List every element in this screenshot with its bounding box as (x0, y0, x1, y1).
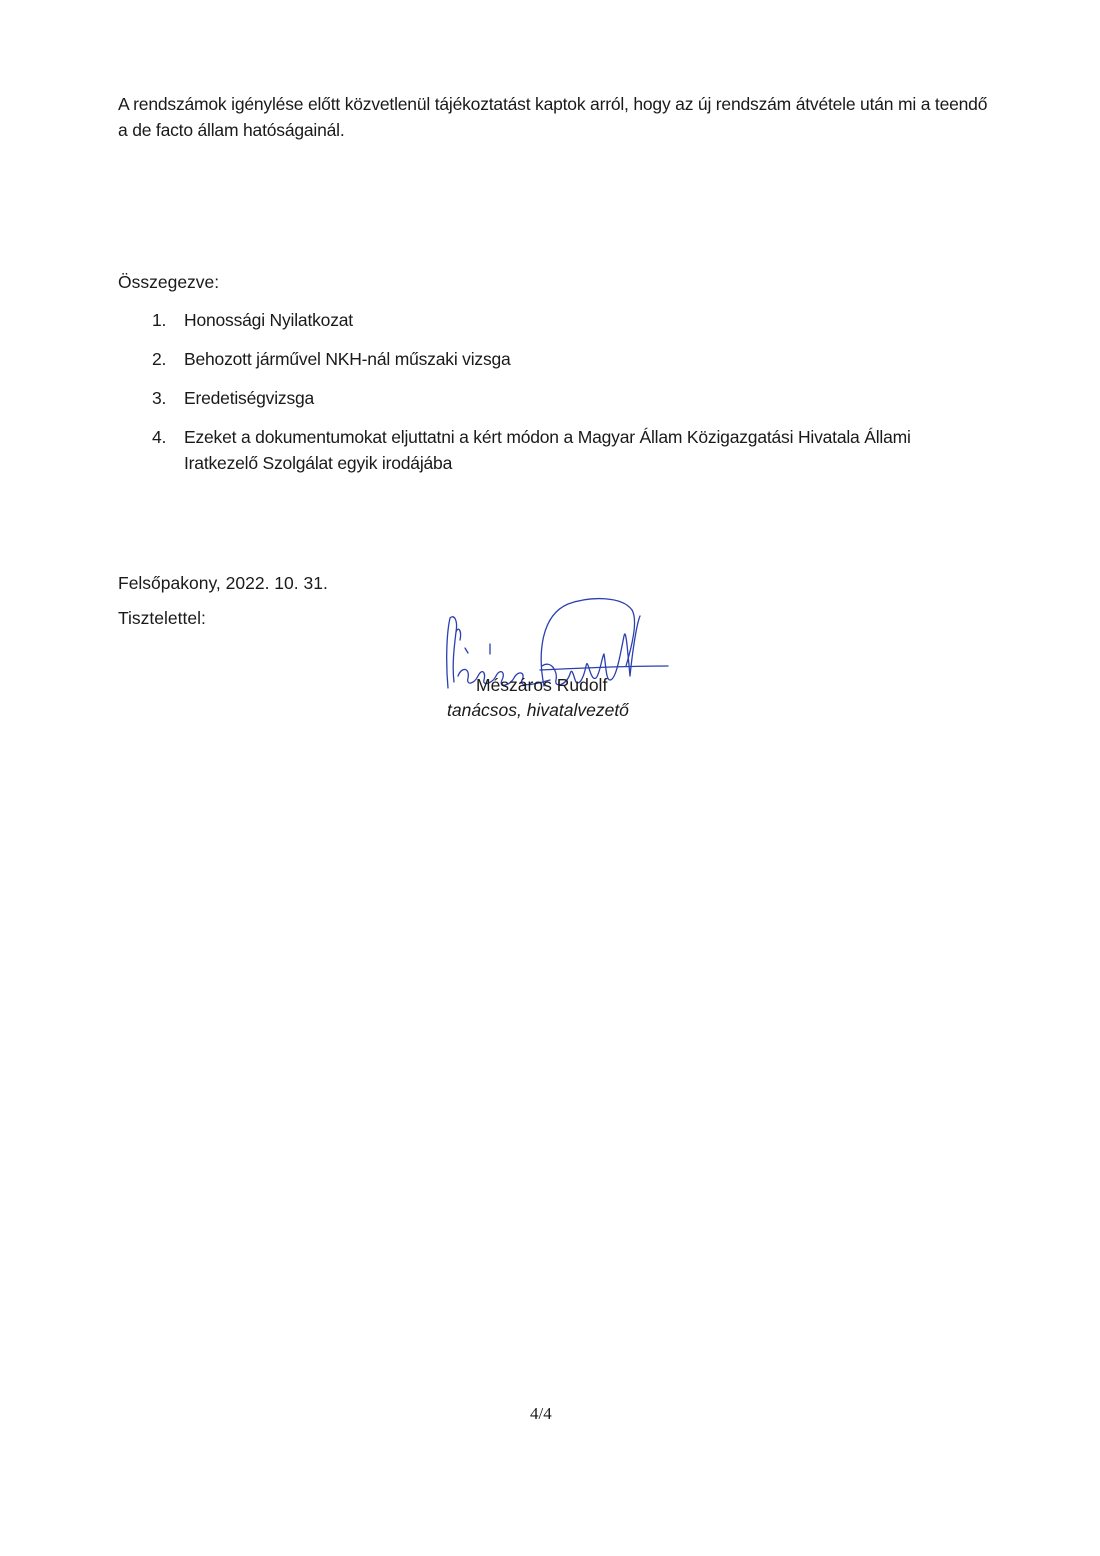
list-item-text: Behozott járművel NKH-nál műszaki vizsga (184, 349, 511, 369)
signer-name: Mészáros Rudolf (476, 675, 608, 695)
page-number: 4/4 (530, 1404, 552, 1423)
list-item-text: Eredetiségvizsga (184, 388, 315, 408)
summary-list (118, 307, 988, 489)
closing-salutation: Tisztelettel: (118, 608, 206, 628)
signer-title: tanácsos, hivatalvezető (447, 700, 629, 720)
list-item (118, 307, 988, 333)
list-item-number: 4. (152, 427, 167, 447)
list-item (118, 424, 988, 476)
summary-label: Összegezve: (118, 272, 220, 292)
list-item-text: Honossági Nyilatkozat (184, 310, 353, 330)
list-item-number: 3. (152, 388, 167, 408)
intro-paragraph: A rendszámok igénylése előtt közvetlenül tájékoztatást kaptok arról, hogy az új rendszám átvétele után mi a teendő a de facto állam hatóságainál. (118, 94, 988, 140)
list-item-number: 2. (152, 349, 167, 369)
list-item-number: 1. (152, 310, 167, 330)
list-item-text: Ezeket a dokumentumokat eljuttatni a kért módon a Magyar Állam Közigazgatási Hivatala Állami Iratkezelő Szolgálat egyik irodájába (184, 427, 911, 473)
list-item (118, 346, 988, 372)
place-and-date: Felsőpakony, 2022. 10. 31. (118, 573, 328, 593)
list-item (118, 385, 988, 411)
